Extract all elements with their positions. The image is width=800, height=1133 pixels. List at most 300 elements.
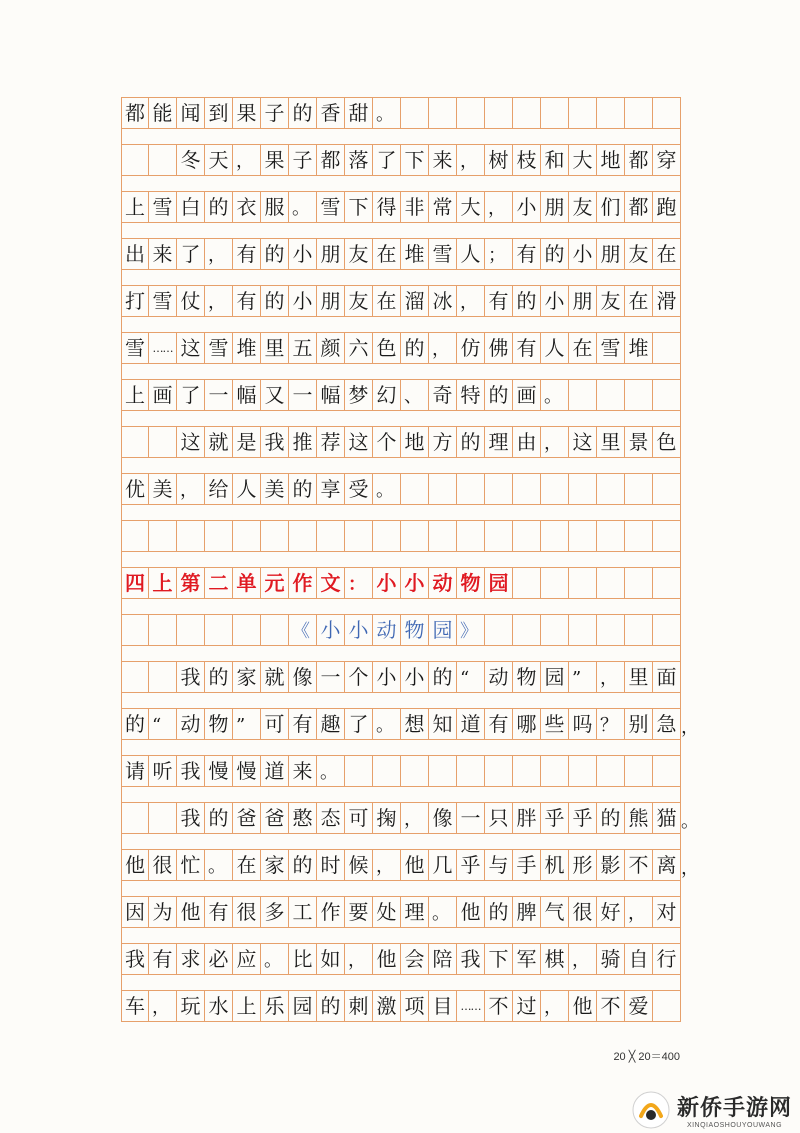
grid-cell: 雪	[317, 192, 345, 222]
grid-cell: 得	[373, 192, 401, 222]
grid-cell	[121, 521, 149, 551]
grid-cell: 脾	[513, 897, 541, 927]
grid-cell: 有	[485, 286, 513, 316]
grid-cell: 友	[345, 239, 373, 269]
grid-cell: 忙	[177, 850, 205, 880]
grid-cell: 形	[569, 850, 597, 880]
line-spacing	[121, 270, 681, 285]
grid-cell: 就	[261, 662, 289, 692]
grid-cell: 家	[261, 850, 289, 880]
grid-line	[121, 896, 681, 928]
grid-cell	[121, 427, 149, 457]
grid-cell	[625, 756, 653, 786]
grid-cell: 因	[121, 897, 149, 927]
grid-cell: 的	[485, 380, 513, 410]
grid-cell: 里	[597, 427, 625, 457]
grid-cell	[149, 427, 177, 457]
grid-cell: 小	[317, 615, 345, 645]
grid-cell	[177, 615, 205, 645]
grid-cell: 都	[625, 192, 653, 222]
grid-cell: 的	[485, 897, 513, 927]
grid-cell: 小	[373, 662, 401, 692]
grid-cell: 我	[177, 756, 205, 786]
grid-line	[121, 332, 681, 364]
grid-cell: 。	[429, 897, 457, 927]
grid-cell: 一	[457, 803, 485, 833]
grid-cell: 人	[457, 239, 485, 269]
grid-cell	[569, 756, 597, 786]
grid-cell: 雪	[121, 333, 149, 363]
grid-cell	[485, 474, 513, 504]
grid-cell: 有	[233, 286, 261, 316]
line-spacing	[121, 411, 681, 426]
grid-cell: 态	[317, 803, 345, 833]
grid-cell: 的	[597, 803, 625, 833]
grid-cell	[401, 98, 429, 128]
grid-cell: 服	[261, 192, 289, 222]
grid-cell: 影	[597, 850, 625, 880]
line-spacing	[121, 317, 681, 332]
grid-cell: 朋	[597, 239, 625, 269]
grid-cell: 上	[149, 568, 177, 598]
grid-cell: ；	[485, 239, 513, 269]
grid-cell: 趣	[317, 709, 345, 739]
line-spacing	[121, 693, 681, 708]
grid-cell: 手	[513, 850, 541, 880]
grid-cell: 像	[289, 662, 317, 692]
grid-cell: 。	[373, 98, 401, 128]
grid-cell	[597, 474, 625, 504]
grid-cell: ，	[233, 145, 261, 175]
grid-cell	[149, 803, 177, 833]
grid-cell	[541, 756, 569, 786]
grid-line	[121, 285, 681, 317]
grid-line	[121, 755, 681, 787]
grid-cell: ，	[457, 286, 485, 316]
overflow-punctuation: ，	[681, 717, 699, 738]
grid-cell	[457, 474, 485, 504]
grid-cell: 不	[625, 850, 653, 880]
grid-cell	[401, 756, 429, 786]
grid-cell: 他	[401, 850, 429, 880]
grid-cell: 衣	[233, 192, 261, 222]
composition-grid-paper	[121, 97, 699, 1035]
grid-cell: 他	[121, 850, 149, 880]
grid-cell: 梦	[345, 380, 373, 410]
grid-cell: 上	[233, 991, 261, 1021]
grid-cell: 家	[233, 662, 261, 692]
grid-cell: 常	[429, 192, 457, 222]
grid-cell: 出	[121, 239, 149, 269]
grid-cell: 我	[261, 427, 289, 457]
grid-cell: 目	[429, 991, 457, 1021]
overflow-punctuation: ，	[681, 858, 699, 879]
grid-cell: 他	[177, 897, 205, 927]
grid-cell	[317, 521, 345, 551]
grid-cell: 小	[513, 192, 541, 222]
grid-cell: 处	[373, 897, 401, 927]
grid-line	[121, 943, 681, 975]
grid-cell	[541, 521, 569, 551]
grid-cell: 色	[373, 333, 401, 363]
grid-cell: 是	[233, 427, 261, 457]
grid-cell: 跑	[653, 192, 681, 222]
grid-cell: 。	[261, 944, 289, 974]
grid-cell: 别	[625, 709, 653, 739]
grid-cell: 了	[177, 380, 205, 410]
grid-cell: 工	[289, 897, 317, 927]
grid-cell: 我	[177, 662, 205, 692]
grid-cell: 我	[457, 944, 485, 974]
grid-cell: 激	[373, 991, 401, 1021]
grid-line	[121, 426, 681, 458]
grid-cell: 知	[429, 709, 457, 739]
grid-cell: 。	[541, 380, 569, 410]
grid-cell: 第	[177, 568, 205, 598]
grid-cell: 猫	[653, 803, 681, 833]
grid-cell	[597, 380, 625, 410]
grid-cell: 上	[121, 380, 149, 410]
grid-cell: 文	[317, 568, 345, 598]
grid-cell: 理	[401, 897, 429, 927]
grid-cell: 大	[569, 145, 597, 175]
line-spacing	[121, 881, 681, 896]
grid-cell: 能	[149, 98, 177, 128]
grid-cell: 的	[205, 192, 233, 222]
grid-cell: 的	[205, 803, 233, 833]
grid-cell	[625, 380, 653, 410]
grid-cell: 乐	[261, 991, 289, 1021]
grid-cell: 由	[513, 427, 541, 457]
grid-cell: 幅	[317, 380, 345, 410]
grid-cell	[373, 521, 401, 551]
grid-cell: 天	[205, 145, 233, 175]
grid-cell: 动	[373, 615, 401, 645]
grid-cell: 好	[597, 897, 625, 927]
grid-cell: 物	[513, 662, 541, 692]
grid-cell	[541, 568, 569, 598]
grid-cell: 应	[233, 944, 261, 974]
grid-line	[121, 379, 681, 411]
grid-cell: 急	[653, 709, 681, 739]
line-spacing	[121, 928, 681, 943]
grid-cell: 子	[289, 145, 317, 175]
grid-cell: 雪	[597, 333, 625, 363]
grid-cell: ，	[205, 239, 233, 269]
grid-cell	[457, 521, 485, 551]
grid-cell: 物	[401, 615, 429, 645]
grid-cell	[569, 98, 597, 128]
grid-cell: 一	[205, 380, 233, 410]
grid-cell: 这	[345, 427, 373, 457]
grid-cell: 落	[345, 145, 373, 175]
grid-line	[121, 97, 681, 129]
grid-cell: ，	[345, 944, 373, 974]
grid-cell	[233, 615, 261, 645]
grid-cell: 受	[345, 474, 373, 504]
grid-cell: 子	[261, 98, 289, 128]
grid-line	[121, 708, 699, 740]
grid-cell: 些	[541, 709, 569, 739]
grid-cell: 香	[317, 98, 345, 128]
grid-cell: 必	[205, 944, 233, 974]
grid-cell: 五	[289, 333, 317, 363]
grid-cell	[121, 615, 149, 645]
grid-cell: 滑	[653, 286, 681, 316]
grid-cell: 不	[597, 991, 625, 1021]
grid-cell: 冰	[429, 286, 457, 316]
grid-cell: 有	[233, 239, 261, 269]
grid-cell: 。	[317, 756, 345, 786]
line-spacing	[121, 129, 681, 144]
grid-cell: ，	[541, 427, 569, 457]
grid-cell: 项	[401, 991, 429, 1021]
grid-cell: 物	[205, 709, 233, 739]
grid-cell	[625, 474, 653, 504]
line-spacing	[121, 834, 681, 849]
grid-cell: 的	[457, 427, 485, 457]
grid-cell: 物	[457, 568, 485, 598]
grid-cell: 奇	[429, 380, 457, 410]
grid-cell	[569, 474, 597, 504]
grid-cell	[429, 474, 457, 504]
grid-cell: 熊	[625, 803, 653, 833]
grid-cell: 。	[289, 192, 317, 222]
grid-cell: 很	[233, 897, 261, 927]
grid-cell: 对	[653, 897, 681, 927]
grid-cell: 下	[401, 145, 429, 175]
grid-cell	[457, 98, 485, 128]
grid-cell	[401, 474, 429, 504]
grid-cell: 到	[205, 98, 233, 128]
grid-cell	[625, 615, 653, 645]
grid-cell: 画	[513, 380, 541, 410]
grid-cell: 理	[485, 427, 513, 457]
grid-cell	[429, 521, 457, 551]
grid-cell	[597, 521, 625, 551]
grid-line	[121, 567, 681, 599]
grid-cell: ？	[597, 709, 625, 739]
grid-cell: 动	[429, 568, 457, 598]
line-spacing	[121, 740, 681, 755]
grid-cell: ，	[485, 192, 513, 222]
grid-cell: 小	[401, 568, 429, 598]
grid-cell	[653, 991, 681, 1021]
grid-cell: 求	[177, 944, 205, 974]
grid-cell: 军	[513, 944, 541, 974]
grid-cell: 画	[149, 380, 177, 410]
grid-cell: 乎	[541, 803, 569, 833]
grid-cell	[485, 756, 513, 786]
grid-cell: 像	[429, 803, 457, 833]
grid-cell: 《	[289, 615, 317, 645]
grid-cell	[653, 474, 681, 504]
grid-cell	[653, 98, 681, 128]
grid-cell: 不	[485, 991, 513, 1021]
line-spacing	[121, 223, 681, 238]
grid-cell: 有	[205, 897, 233, 927]
grid-cell: 元	[261, 568, 289, 598]
grid-cell: 了	[177, 239, 205, 269]
grid-cell: 又	[261, 380, 289, 410]
grid-cell	[653, 615, 681, 645]
grid-line	[121, 849, 699, 881]
grid-cell: 堆	[401, 239, 429, 269]
grid-cell	[401, 521, 429, 551]
grid-cell: 掬	[373, 803, 401, 833]
line-spacing	[121, 787, 681, 802]
grid-cell: 小	[569, 239, 597, 269]
grid-cell	[289, 521, 317, 551]
line-spacing	[121, 552, 681, 567]
grid-cell	[541, 474, 569, 504]
grid-cell: 非	[401, 192, 429, 222]
grid-cell: 的	[289, 98, 317, 128]
grid-cell: 要	[345, 897, 373, 927]
grid-cell: 这	[177, 333, 205, 363]
grid-cell: 这	[177, 427, 205, 457]
grid-cell	[569, 380, 597, 410]
grid-cell: 果	[261, 145, 289, 175]
grid-cell	[121, 803, 149, 833]
grid-cell	[513, 521, 541, 551]
grid-cell	[625, 568, 653, 598]
grid-cell: 一	[289, 380, 317, 410]
grid-cell	[569, 568, 597, 598]
grid-cell	[121, 145, 149, 175]
grid-cell: 朋	[317, 286, 345, 316]
grid-cell: 很	[149, 850, 177, 880]
grid-cell: 动	[485, 662, 513, 692]
grid-cell: 的	[205, 662, 233, 692]
grid-cell: 个	[345, 662, 373, 692]
grid-cell: 享	[317, 474, 345, 504]
grid-line	[121, 802, 699, 834]
grid-cell	[373, 756, 401, 786]
grid-cell: 听	[149, 756, 177, 786]
grid-cell: 幻	[373, 380, 401, 410]
grid-cell: 道	[261, 756, 289, 786]
grid-cell: 里	[261, 333, 289, 363]
grid-cell: 刺	[345, 991, 373, 1021]
grid-cell: 在	[373, 239, 401, 269]
grid-cell	[457, 756, 485, 786]
grid-cell: 面	[653, 662, 681, 692]
line-spacing	[121, 505, 681, 520]
grid-cell: 陪	[429, 944, 457, 974]
grid-cell: 来	[289, 756, 317, 786]
grid-cell: ，	[373, 850, 401, 880]
grid-cell: ，	[569, 944, 597, 974]
grid-cell	[513, 474, 541, 504]
grid-cell: 有	[485, 709, 513, 739]
line-spacing	[121, 364, 681, 379]
grid-cell: 在	[653, 239, 681, 269]
grid-cell: 人	[541, 333, 569, 363]
grid-cell	[513, 756, 541, 786]
grid-cell: 他	[457, 897, 485, 927]
grid-cell	[513, 568, 541, 598]
grid-cell: 作	[317, 897, 345, 927]
grid-cell: 都	[121, 98, 149, 128]
grid-cell: 和	[541, 145, 569, 175]
line-spacing	[121, 176, 681, 191]
grid-cell: 的	[289, 474, 317, 504]
grid-cell: 慢	[233, 756, 261, 786]
grid-cell: 们	[597, 192, 625, 222]
grid-cell: 雪	[149, 192, 177, 222]
grid-line	[121, 191, 681, 223]
grid-cell: 小	[289, 286, 317, 316]
grid-cell: 有	[513, 239, 541, 269]
grid-cell	[597, 615, 625, 645]
grid-cell: 我	[121, 944, 149, 974]
grid-cell: 作	[289, 568, 317, 598]
grid-cell: 胖	[513, 803, 541, 833]
grid-cell: 这	[569, 427, 597, 457]
grid-cell: 穿	[653, 145, 681, 175]
grid-cell	[625, 521, 653, 551]
grid-cell: 的	[541, 239, 569, 269]
grid-cell: 景	[625, 427, 653, 457]
grid-cell	[513, 98, 541, 128]
grid-cell: 只	[485, 803, 513, 833]
grid-cell: 四	[121, 568, 149, 598]
grid-cell: 枝	[513, 145, 541, 175]
grid-cell: 一	[317, 662, 345, 692]
grid-cell: 友	[345, 286, 373, 316]
grid-cell: 上	[121, 192, 149, 222]
grid-line	[121, 473, 681, 505]
grid-cell: 可	[345, 803, 373, 833]
grid-cell: 爸	[233, 803, 261, 833]
grid-cell: 爸	[261, 803, 289, 833]
grid-cell: 给	[205, 474, 233, 504]
grid-cell: ”	[569, 662, 597, 692]
grid-cell: “	[457, 662, 485, 692]
grid-cell: 来	[149, 239, 177, 269]
grid-cell: 小	[401, 662, 429, 692]
grid-cell: ，	[457, 145, 485, 175]
grid-cell	[485, 615, 513, 645]
grid-cell: 在	[373, 286, 401, 316]
grid-cell: 慢	[205, 756, 233, 786]
grid-cell	[513, 615, 541, 645]
grid-cell: 有	[289, 709, 317, 739]
grid-cell: 仿	[457, 333, 485, 363]
grid-cell: 水	[205, 991, 233, 1021]
grid-cell: 都	[317, 145, 345, 175]
grid-line	[121, 238, 681, 270]
grid-line	[121, 614, 681, 646]
grid-cell: 会	[401, 944, 429, 974]
grid-cell	[261, 615, 289, 645]
grid-cell	[597, 756, 625, 786]
grid-cell	[597, 98, 625, 128]
grid-cell: 二	[205, 568, 233, 598]
grid-cell	[345, 756, 373, 786]
grid-cell	[653, 756, 681, 786]
grid-cell: 美	[149, 474, 177, 504]
grid-cell	[541, 615, 569, 645]
grid-cell	[149, 521, 177, 551]
grid-cell: 雪	[205, 333, 233, 363]
grid-cell: 的	[401, 333, 429, 363]
grid-cell	[177, 521, 205, 551]
grid-cell	[429, 756, 457, 786]
grid-cell: 里	[625, 662, 653, 692]
grid-cell: 。	[205, 850, 233, 880]
